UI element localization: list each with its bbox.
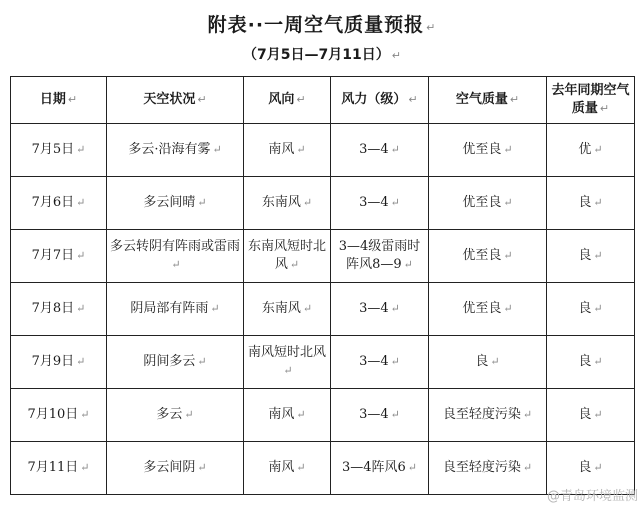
column-header-label: 风力（级） — [341, 92, 407, 107]
cell-text: 3—4 — [359, 142, 389, 157]
cell-text: 3—4 — [359, 301, 389, 316]
table-cell — [244, 177, 331, 230]
cell-text: 阴间多云 — [143, 354, 196, 369]
paragraph-mark: ↵ — [390, 302, 400, 315]
table-cell — [429, 177, 547, 230]
cell-text: 南风 — [268, 460, 295, 475]
paragraph-mark: ↵ — [302, 196, 313, 209]
cell-text: 7月6日 — [31, 195, 75, 210]
cell-text: 优至良 — [462, 142, 502, 157]
cell-text: 良 — [578, 301, 592, 316]
column-header — [244, 77, 331, 124]
cell-text: 良 — [578, 354, 592, 369]
table-cell — [547, 124, 635, 177]
cell-text: 7月11日 — [27, 460, 79, 475]
cell-text: 良至轻度污染 — [442, 407, 521, 422]
table-cell — [331, 389, 429, 442]
paragraph-mark: ↵ — [390, 355, 400, 368]
cell-text: 优至良 — [462, 195, 502, 210]
paragraph-mark: ↵ — [296, 143, 306, 156]
table-cell — [429, 442, 547, 495]
cell-text: 7月7日 — [31, 248, 75, 263]
paragraph-mark: ↵ — [296, 93, 306, 106]
cell-text: 优 — [578, 142, 592, 157]
table-cell — [244, 124, 331, 177]
paragraph-mark: ↵ — [197, 196, 207, 209]
paragraph-mark: ↵ — [390, 408, 400, 421]
table-row — [11, 389, 635, 442]
table-cell — [107, 124, 244, 177]
table-row — [11, 336, 635, 389]
paragraph-mark: ↵ — [593, 196, 603, 209]
paragraph-mark: ↵ — [391, 49, 401, 62]
cell-text: 3—4 — [359, 354, 389, 369]
table-cell — [107, 336, 244, 389]
cell-text: 多云转阴有阵雨或雷雨 — [109, 239, 240, 254]
paragraph-mark: ↵ — [390, 143, 400, 156]
table-cell — [429, 230, 547, 283]
cell-text: 东南风短时北风 — [247, 239, 326, 272]
paragraph-mark: ↵ — [503, 249, 513, 262]
paragraph-mark: ↵ — [197, 93, 207, 106]
table-row — [11, 442, 635, 495]
table-cell — [244, 283, 331, 336]
paragraph-mark: ↵ — [76, 302, 86, 315]
paragraph-mark: ↵ — [503, 196, 513, 209]
column-header-label: 空气质量 — [455, 92, 508, 107]
table-cell — [11, 177, 107, 230]
paragraph-mark: ↵ — [76, 249, 86, 262]
column-header — [331, 77, 429, 124]
cell-text: 3—4 — [359, 407, 389, 422]
table-cell — [11, 442, 107, 495]
table-cell — [547, 177, 635, 230]
cell-text: 7月10日 — [27, 407, 79, 422]
table-row — [11, 124, 635, 177]
column-header-label: 日期 — [39, 92, 66, 107]
table-cell — [11, 283, 107, 336]
column-header-label: 天空状况 — [143, 92, 196, 107]
paragraph-mark: ↵ — [593, 461, 603, 474]
cell-text: 东南风 — [261, 301, 301, 316]
paragraph-mark: ↵ — [302, 302, 313, 315]
table-cell — [429, 389, 547, 442]
table-cell — [547, 283, 635, 336]
cell-text: 多云间晴 — [143, 195, 196, 210]
cell-text: 南风短时北风 — [247, 345, 326, 360]
cell-text: 3—4阵风6 — [341, 460, 406, 475]
table-cell — [107, 230, 244, 283]
paragraph-mark: ↵ — [76, 196, 86, 209]
paragraph-mark: ↵ — [283, 364, 293, 377]
column-header-label: 去年同期空气质量 — [551, 83, 630, 116]
paragraph-mark: ↵ — [593, 249, 603, 262]
title-text: 附表··一周空气质量预报 — [207, 14, 425, 36]
column-header — [11, 77, 107, 124]
cell-text: 阴局部有阵雨 — [130, 301, 209, 316]
table-row — [11, 283, 635, 336]
column-header — [107, 77, 244, 124]
table-cell — [547, 336, 635, 389]
paragraph-mark: ↵ — [522, 461, 533, 474]
column-header — [429, 77, 547, 124]
table-cell — [107, 177, 244, 230]
paragraph-mark: ↵ — [390, 196, 400, 209]
cell-text: 南风 — [268, 407, 295, 422]
paragraph-mark: ↵ — [503, 302, 513, 315]
paragraph-mark: ↵ — [593, 408, 603, 421]
cell-text: 良 — [578, 248, 592, 263]
table-header-row — [11, 77, 635, 124]
paragraph-mark: ↵ — [76, 355, 86, 368]
table-cell — [244, 389, 331, 442]
paragraph-mark: ↵ — [490, 355, 500, 368]
paragraph-mark: ↵ — [210, 302, 220, 315]
table-cell — [331, 230, 429, 283]
column-header-label: 风向 — [268, 92, 295, 107]
table-cell — [331, 442, 429, 495]
paragraph-mark: ↵ — [408, 93, 418, 106]
paragraph-mark: ↵ — [212, 143, 222, 156]
table-cell — [331, 124, 429, 177]
paragraph-mark: ↵ — [80, 461, 90, 474]
cell-text: 良 — [578, 460, 592, 475]
paragraph-mark: ↵ — [76, 143, 86, 156]
table-row — [11, 177, 635, 230]
cell-text: 7月5日 — [31, 142, 75, 157]
paragraph-mark: ↵ — [67, 93, 78, 106]
cell-text: 良 — [475, 354, 489, 369]
cell-text: 多云间阴 — [143, 460, 196, 475]
table-cell — [547, 230, 635, 283]
cell-text: 7月8日 — [31, 301, 75, 316]
table-cell — [244, 336, 331, 389]
paragraph-mark: ↵ — [599, 102, 610, 115]
table-cell — [107, 389, 244, 442]
cell-text: 3—4 — [359, 195, 389, 210]
cell-text: 南风 — [268, 142, 295, 157]
paragraph-mark: ↵ — [503, 143, 513, 156]
table-cell — [11, 336, 107, 389]
paragraph-mark: ↵ — [509, 93, 520, 106]
cell-text: 优至良 — [462, 301, 502, 316]
table-cell — [331, 177, 429, 230]
paragraph-mark: ↵ — [80, 408, 90, 421]
paragraph-mark: ↵ — [593, 302, 603, 315]
table-cell — [429, 336, 547, 389]
table-cell — [11, 389, 107, 442]
watermark: @青岛环境监测 — [546, 489, 638, 504]
table-cell — [244, 230, 331, 283]
column-header — [547, 77, 635, 124]
cell-text: 良至轻度污染 — [442, 460, 521, 475]
cell-text: 3—4级雷雨时阵风8—9 — [338, 239, 421, 272]
paragraph-mark: ↵ — [403, 258, 413, 271]
table-cell — [429, 283, 547, 336]
table-cell — [331, 283, 429, 336]
table-cell — [331, 336, 429, 389]
paragraph-mark: ↵ — [197, 461, 207, 474]
paragraph-mark: ↵ — [296, 461, 306, 474]
paragraph-mark: ↵ — [197, 355, 207, 368]
cell-text: 良 — [578, 195, 592, 210]
cell-text: 7月9日 — [31, 354, 75, 369]
table-body — [11, 124, 635, 495]
table-cell — [107, 442, 244, 495]
table-cell — [547, 389, 635, 442]
cell-text: 良 — [578, 407, 592, 422]
paragraph-mark: ↵ — [593, 143, 603, 156]
cell-text: 优至良 — [462, 248, 502, 263]
paragraph-mark: ↵ — [522, 408, 533, 421]
cell-text: 东南风 — [261, 195, 301, 210]
table-cell — [244, 442, 331, 495]
paragraph-mark: ↵ — [296, 408, 306, 421]
page-title — [0, 10, 644, 37]
paragraph-mark: ↵ — [426, 21, 437, 34]
forecast-table — [10, 76, 635, 495]
table-cell — [11, 230, 107, 283]
table-cell — [11, 124, 107, 177]
paragraph-mark: ↵ — [407, 461, 418, 474]
table-cell — [429, 124, 547, 177]
paragraph-mark: ↵ — [289, 258, 300, 271]
paragraph-mark: ↵ — [171, 258, 181, 271]
paragraph-mark: ↵ — [593, 355, 603, 368]
cell-text: 多云 — [156, 407, 183, 422]
cell-text: 多云·沿海有雾 — [128, 142, 211, 157]
page-subtitle — [0, 44, 644, 64]
subtitle-text: （7月5日—7月11日） — [243, 47, 390, 63]
table-row — [11, 230, 635, 283]
paragraph-mark: ↵ — [184, 408, 194, 421]
table-cell — [107, 283, 244, 336]
